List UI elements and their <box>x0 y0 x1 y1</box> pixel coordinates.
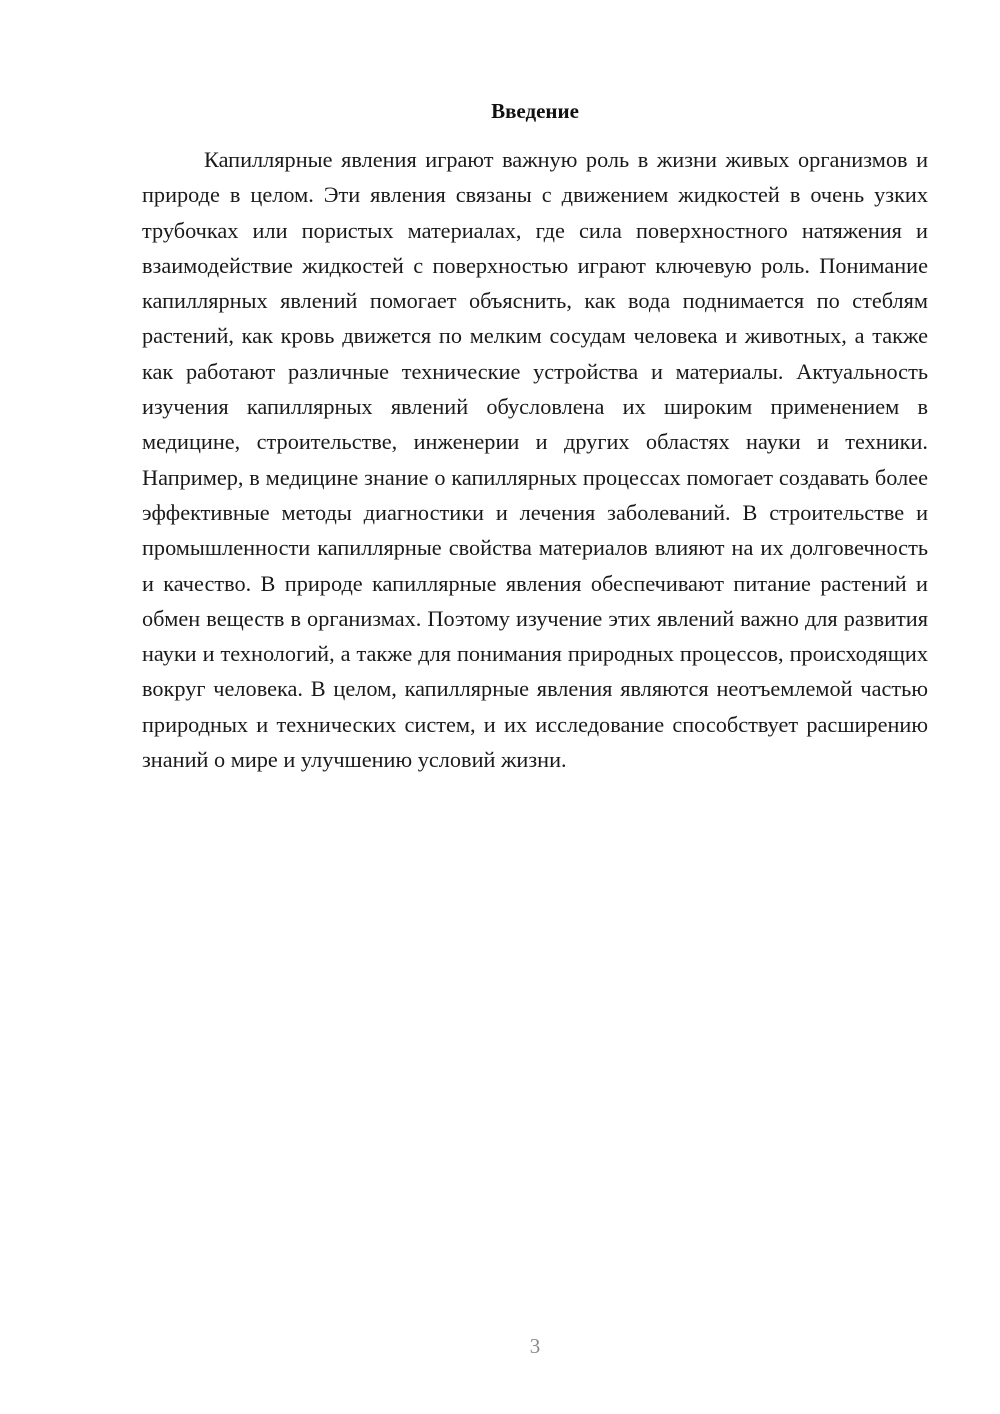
section-heading: Введение <box>491 99 579 123</box>
introduction-paragraph: Капиллярные явления играют важную роль в жизни живых организмов и природе в целом. Эти явления связаны с движением жидкостей в очень узких трубочках или пористых материалах, где сила поверхностного натяжения и взаимодействие жидкостей с поверхностью играют ключевую роль. Понимание капиллярных явлений помогает объяснить, как вода поднимается по стеблям растений, как кровь движется по мелким сосудам человека и животных, а также как работают различные технические устройства и материалы. Актуальность изучения капиллярных явлений обусловлена их широким применением в медицине, строительстве, инженерии и других областях науки и техники. Например, в медицине знание о капиллярных процессах помогает создавать более эффективные методы диагностики и лечения заболеваний. В строительстве и промышленности капиллярные свойства материалов влияют на их долговечность и качество. В природе капиллярные явления обеспечивают питание растений и обмен веществ в организмах. Поэтому изучение этих явлений важно для развития науки и технологий, а также для понимания природных процессов, происходящих вокруг человека. В целом, капиллярные явления являются неотъемлемой частью природных и технических систем, и их исследование способствует расширению знаний о мире и улучшению условий жизни. <box>142 147 928 773</box>
page-number: 3 <box>529 1334 541 1358</box>
